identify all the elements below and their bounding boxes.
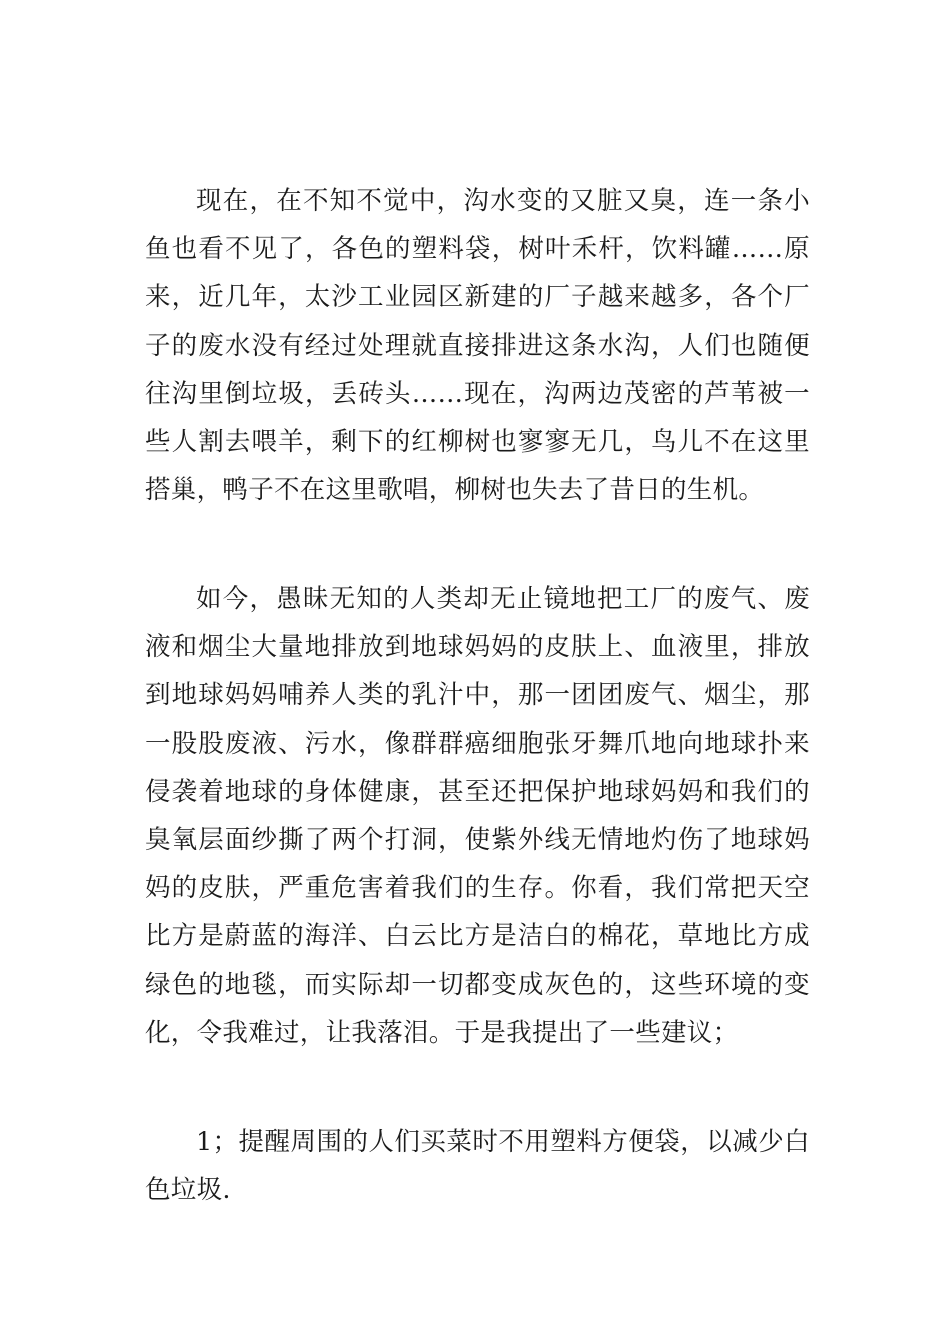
paragraph-suggestion-1: 1；提醒周围的人们买菜时不用塑料方便袋，以减少白色垃圾. [145,1127,810,1206]
paragraph-ditch-pollution: 现在，在不知不觉中，沟水变的又脏又臭，连一条小鱼也看不见了，各色的塑料袋，树叶禾杆，饮料罐……原来，近几年，太沙工业园区新建的厂子越来越多，各个厂子的废水没有经过处理就直接排进这条水沟，人们也随便往沟里倒垃圾，丢砖头……现在，沟两边茂密的芦苇被一些人割去喂羊，剩下的红柳树也寥寥无几，鸟儿不在这里搭巢，鸭子不在这里歌唱，柳树也失去了昔日的生机。 [145,186,810,506]
paragraph-earth-pollution: 如今，愚昧无知的人类却无止镜地把工厂的废气、废液和烟尘大量地排放到地球妈妈的皮肤上、血液里，排放到地球妈妈哺养人类的乳汁中，那一团团废气、烟尘，那一股股废液、污水，像群群癌细胞张牙舞爪地向地球扑来侵袭着地球的身体健康，甚至还把保护地球妈妈和我们的臭氧层面纱撕了两个打洞，使紫外线无情地灼伤了地球妈妈的皮肤，严重危害着我们的生存。你看，我们常把天空比方是蔚蓝的海洋、白云比方是洁白的棉花，草地比方成绿色的地毯，而实际却一切都变成灰色的，这些环境的变化，令我难过，让我落泪。于是我提出了一些建议； [145,584,810,1048]
